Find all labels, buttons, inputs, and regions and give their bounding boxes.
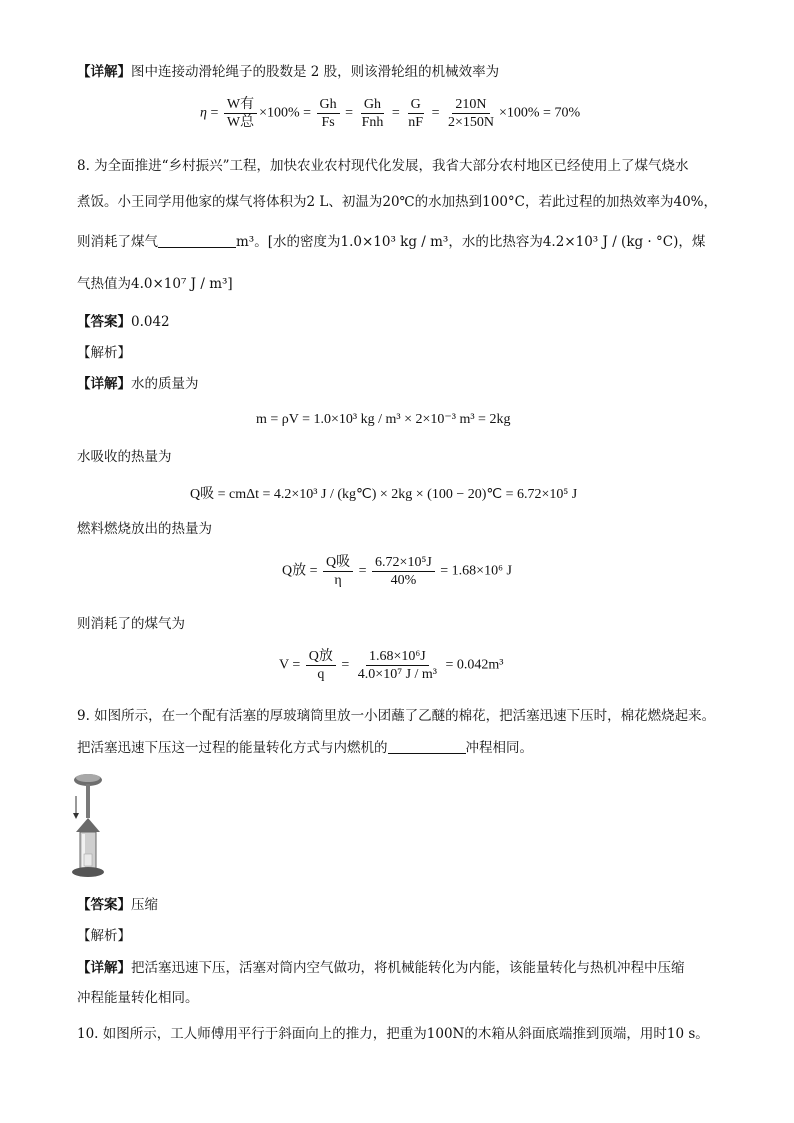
base [72,867,104,877]
q9-line1: 9. 如图所示，在一个配有活塞的厚玻璃筒里放一小团蘸了乙醚的棉花，把活塞迅速下压时，棉花燃烧起来。 [77,708,716,724]
piston-head [76,818,100,832]
cotton [84,854,92,866]
q8-detail: 【详解】水的质量为 [77,376,199,392]
volume-equation: V = $\frac{\text{Q放}}{q}$ = $\frac{\text{1.68×10⁶J}}{\text{4.0×10⁷ J / m³}}$ = 0.042m³ [279,649,504,682]
q8-gas-text: 则消耗了的煤气为 [77,616,185,632]
eta-symbol: η [200,105,207,121]
mass-equation: m = ρV = 1.0×10³ kg / m³ × 2×10⁻³ m³ = 2kg [256,412,511,427]
q7-detail [77,62,499,82]
detail-text: 图中连接动滑轮绳子的股数是 2 股，则该滑轮组的机械效率为 [131,64,500,80]
q10-line1: 10. 如图所示，工人师傅用平行于斜面向上的推力，把重为100N的木箱从斜面底端推到顶端，用时10 s。 [77,1026,709,1042]
q8-line4: 气热值为4.0×10⁷ J / m³] [77,276,233,292]
answer-blank [388,739,466,754]
q8-line1: 8. 为全面推进“乡村振兴”工程，加快农业农村现代化发展，我省大部分农村地区已经使用上了煤气烧水 [77,158,689,174]
efficiency-equation: η = $\frac{\text{W有}}{\text{W总}}$ ×100% = $\frac{Gh}{Fs}$ = $\frac{Gh}{\text{Fnh}}$ = $\frac{G}{nF}$ = $\frac{210N}{2\times 150N}$ ×100% = 70% [200,97,581,130]
heat-equation: Q吸 = cmΔt = 4.2×10³ J / (kg℃) × 2kg × (100 − 20)℃ = 6.72×10⁵ J [190,487,578,502]
q8-analysis-label: 【解析】 [77,345,131,361]
fuel-heat-equation: Q放 = $\frac{\text{Q吸}}{\eta}$ = $\frac{\text{6.72×10⁵J}}{40\%}$ = 1.68×10⁶ J [282,555,512,588]
q8-answer: 【答案】0.042 [77,314,170,330]
fraction-gh-fnh: $\frac{Gh}{\text{Fnh}}$ [361,97,384,130]
detail-label: 【详解】 [77,64,131,80]
q9-detail-line2: 冲程能量转化相同。 [77,990,199,1006]
fraction-210-300: $\frac{210N}{2\times 150N}$ [447,97,494,130]
fraction-w: $\frac{\text{W有}}{\text{W总}}$ [224,96,257,131]
q9-answer: 【答案】压缩 [77,897,158,913]
q9-detail: 【详解】把活塞迅速下压，活塞对筒内空气做功，将机械能转化为内能，该能量转化与热机冲程中压缩 [77,960,685,976]
q8-line3: 则消耗了煤气 m³。[水的密度为1.0×10³ kg / m³，水的比热容为4.2×10³ J / (kg · °C)，煤 [77,234,706,250]
q9-line2: 把活塞迅速下压这一过程的能量转化方式与内燃机的 冲程相同。 [77,740,533,756]
q8-line2: 煮饭。小王同学用他家的煤气将体积为2 L、初温为20℃的水加热到100°C，若此过程的加热效率为40%， [77,194,718,210]
q8-fuel-heat-text: 燃料燃烧放出的热量为 [77,521,212,537]
piston-rod [86,784,90,818]
q8-heat-absorbed-text: 水吸收的热量为 [77,449,172,465]
answer-blank [158,233,236,248]
fraction-gh-fs: $\frac{Gh}{Fs}$ [317,96,340,131]
piston-cylinder-figure [70,770,120,880]
q9-analysis-label: 【解析】 [77,928,131,944]
fraction-g-nf: $\frac{G}{nF}$ [408,97,424,130]
